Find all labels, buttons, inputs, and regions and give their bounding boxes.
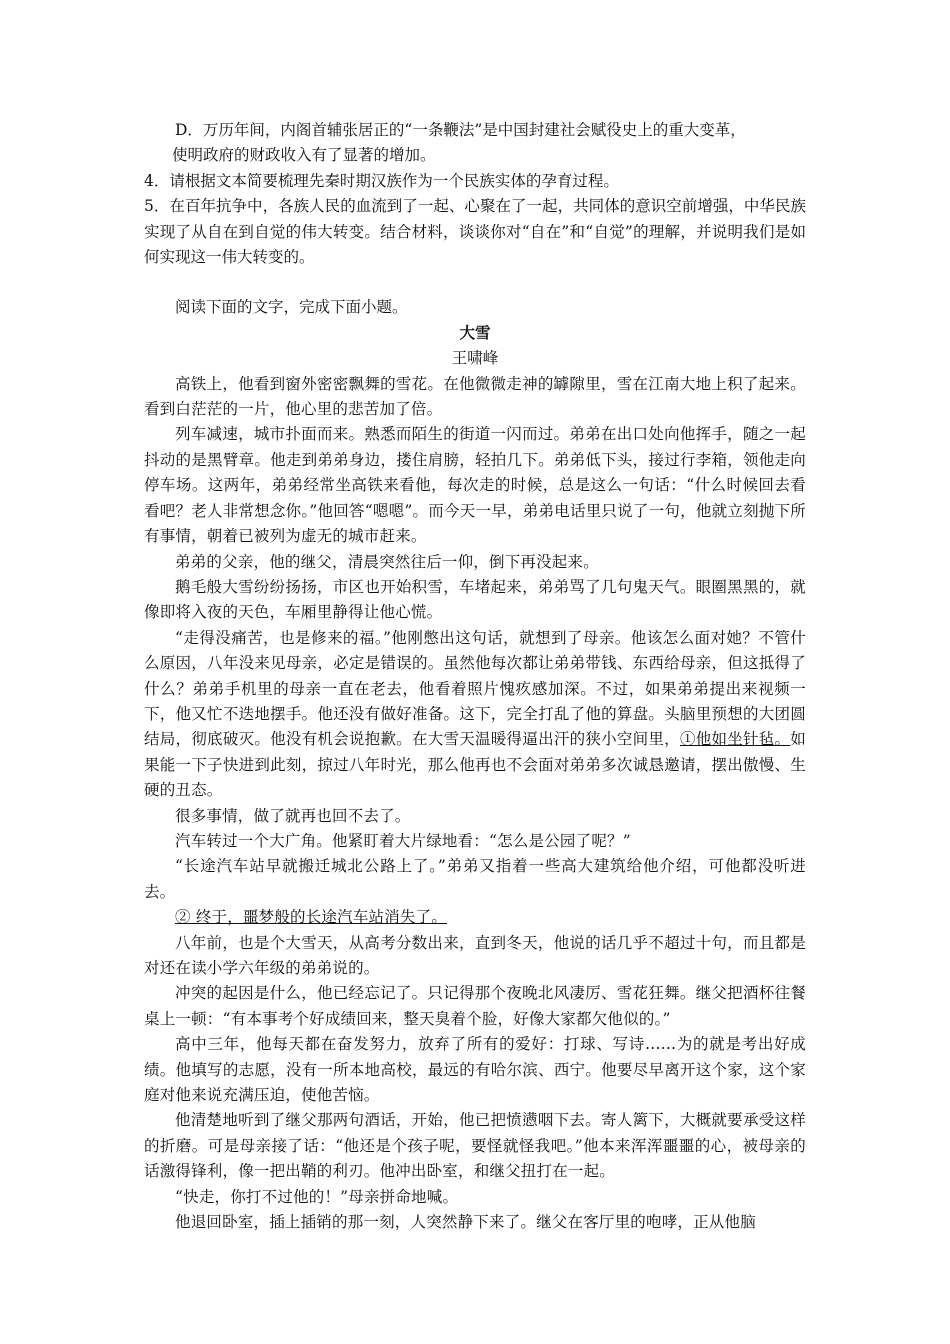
- story-paragraph: 他清楚地听到了继父那两句酒话，开始，他已把愤懑咽下去。寄人篱下，大概就要承受这样的折磨。可是母亲接了话：“他还是个孩子呢，要怪就怪我吧。”他本来浑浑噩噩的心，被母亲的话激得锋利，像一把出鞘的利刃。他冲出卧室，和继父扭打在一起。: [144, 1111, 806, 1181]
- story-title: 大雪: [459, 323, 491, 342]
- reading-instruction: 阅读下面的文字，完成下面小题。: [175, 298, 408, 317]
- option-d-line1: D．万历年间，内阁首辅张居正的“一条鞭法”是中国封建社会赋役史上的重大变革，: [175, 121, 746, 139]
- story-paragraph: “快走，你打不过他的！”母亲拼命地喊。: [175, 1187, 459, 1206]
- story-paragraph: 高中三年，他每天都在奋发努力，放弃了所有的爱好：打球、写诗……为的就是考出好成绩。他填写的志愿，没有一所本地高校，最远的有哈尔滨、西宁。他要尽早离开这个家，这个家庭对他来说充满压迫，使他苦恼。: [144, 1035, 806, 1105]
- story-author: 王啸峰: [451, 349, 499, 368]
- story-paragraph: 很多事情，做了就再也回不去了。: [175, 806, 411, 825]
- paragraph-text: “走得没痛苦，也是修来的福。”他刚憋出这句话，就想到了母亲。他该怎么面对她？不管什么原因，八年没来见母亲，必定是错误的。虽然他每次都让弟弟带钱、东西给母亲，但这抵得了什么？弟弟手机里的母亲一直在老去，他看着照片愧疚感加深。不过，如果弟弟提出来视频一下，他又忙不迭地摆手。他还没有做好准备。这下，完全打乱了他的算盘。头脑里预想的大团圆结局，彻底破灭。他没有机会说抱歉。在大雪天温暖得逼出汗的狭小空间里，: [144, 628, 806, 749]
- option-d-line2: 使明政府的财政收入有了显著的增加。: [172, 146, 436, 165]
- section-gap: [144, 270, 806, 295]
- story-paragraph: 八年前，也是个大雪天，从高考分数出来，直到冬天，他说的话几乎不超过十句，而且都是对还在读小学六年级的弟弟说的。: [144, 933, 806, 977]
- document-page: [144, 118, 806, 1235]
- story-paragraph: [144, 905, 806, 930]
- story-paragraph: 冲突的起因是什么，他已经忘记了。只记得那个夜晚北风凄厉、雪花狂舞。继父把酒杯往餐桌上一顿：“有本事考个好成绩回来，整天臭着个脸，好像大家都欠他似的。”: [144, 984, 806, 1028]
- question-4: 4．请根据文本简要梳理先秦时期汉族作为一个民族实体的孕育过程。: [144, 171, 619, 190]
- story-body: [144, 372, 806, 1236]
- story-paragraph: 鹅毛般大雪纷纷扬扬，市区也开始积雪，车堵起来，弟弟骂了几句鬼天气。眼圈黑黑的，就像即将入夜的天色，车厢里静得让他心慌。: [144, 577, 806, 622]
- underlined-sentence-1: ①他如坐针毡。: [679, 730, 791, 749]
- underlined-sentence-2: ② 终于，噩梦般的长途汽车站消失了。: [175, 908, 448, 927]
- story-paragraph: 汽车转过一个大广角。他紧盯着大片绿地看：“怎么是公园了呢？”: [175, 831, 631, 850]
- story-paragraph: “长途汽车站早就搬迁城北公路上了。”弟弟又指着一些高大建筑给他介绍，可他都没听进去。: [144, 857, 806, 901]
- story-paragraph: 弟弟的父亲，他的继父，清晨突然往后一仰，倒下再没起来。: [175, 552, 599, 571]
- story-paragraph: 高铁上，他看到窗外密密飘舞的雪花。在他微微走神的罅隙里，雪在江南大地上积了起来。看到白茫茫的一片，他心里的悲苦加了倍。: [144, 374, 806, 419]
- story-paragraph: 他退回卧室，插上插销的那一刻，人突然静下来了。继父在客厅里的咆哮，正从他脑: [175, 1213, 756, 1232]
- paragraph-text: 如果能一下子快进到此刻，掠过八年时光，那么他再也不会面对弟弟多次诚恳邀请，摆出傲慢、生硬的丑态。: [144, 730, 806, 800]
- question-5: 5．在百年抗争中，各族人民的血流到了一起、心聚在了一起，共同体的意识空前增强，中华民族实现了从自在到自觉的伟大转变。结合材料，谈谈你对“自在”和“自觉”的理解，并说明我们是如何实现这一伟大转变的。: [144, 197, 806, 267]
- story-paragraph: [144, 626, 806, 804]
- story-paragraph: 列车减速，城市扑面而来。熟悉而陌生的街道一闪而过。弟弟在出口处向他挥手，随之一起抖动的是黑臂章。他走到弟弟身边，搂住肩膀，轻拍几下。弟弟低下头，接过行李箱，领他走向停车场。这两年，弟弟经常坐高铁来看他，每次走的时候，总是这么一句话：“什么时候回去看看吧？老人非常想念你。”他回答“嗯嗯”。而今天一早，弟弟电话里只说了一句，他就立刻抛下所有事情，朝着已被列为虚无的城市赶来。: [144, 425, 806, 546]
